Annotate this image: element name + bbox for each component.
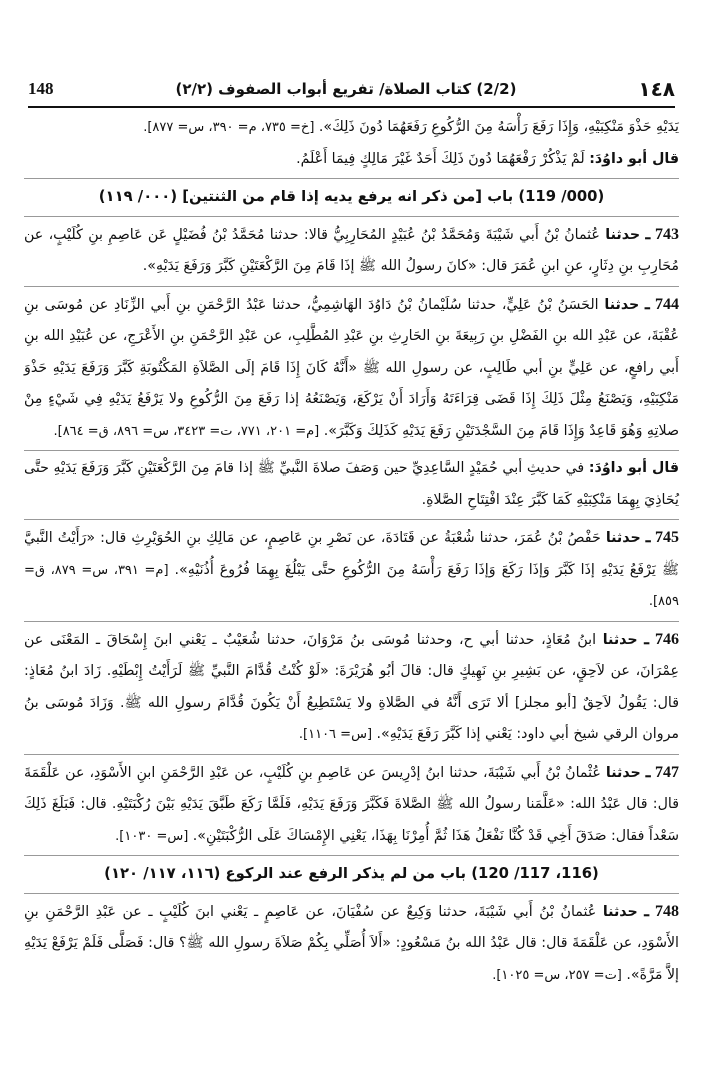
paragraph-text: يَدَيْهِ حَذْوَ مَنْكِبَيْهِ، وَإِذَا رَفَعَ رَأْسَهُ مِنَ الرُّكُوعِ رَفَعَهُمَا دُونَ ذَلِكَ».	[318, 119, 679, 135]
divider	[24, 519, 679, 520]
hadith-text: عُثمانُ بْنُ أَبي شَيْبَةَ وَمُحَمَّدُ بْنُ عُبَيْدٍ المُحَارِبِيُّ قالا: حدثنا مُحَمَّدُ بْنُ فُضَيْلٍ عَن عَاصِمِ بنِ كُلَيْبٍ، عن مُحَارِبِ بنِ دِثَارٍ، عنِ ابنِ عُمَرَ قال: «كانَ رسولُ الله ﷺ إذَا قَامَ مِنَ الرَّكْعَتَيْنِ كَبَّرَ وَرَفَعَ يَدَيْهِ».	[24, 226, 679, 274]
hadith-lead: حدثنا	[604, 296, 640, 313]
divider	[24, 893, 679, 894]
divider	[24, 178, 679, 179]
hadith-lead: حدثنا	[605, 530, 641, 546]
remark-text: في حديثِ أبي حُمَيْدٍ السَّاعِدِيِّ حين وَصَفَ صلاةَ النَّبيِّ ﷺ إذا قامَ مِنَ الرَّكْعَتَيْنِ كَبَّرَ وَرَفَعَ يَدَيْهِ حتَّى يُحَاذِيَ بِهِمَا مَنْكِبَيْهِ كَمَا كَبَّرَ عِنْدَ افْتِتَاحِ الصَّلاةِ.	[24, 460, 679, 508]
hadith-746	[24, 624, 679, 751]
hadith-744	[24, 289, 679, 448]
hadith-748	[24, 896, 679, 992]
reference: [س= ١١٠٦].	[298, 727, 373, 742]
page-body	[24, 112, 679, 1062]
divider	[24, 450, 679, 451]
hadith-text: الحَسَنُ بْنُ عَلِيٍّ، حدثنا سُلَيْمانُ بْنُ دَاوُدَ الهَاشِمِيُّ، حدثنا عَبْدُ الرَّحْمَنِ بنِ أَبي الزِّنَادِ عن مُوسَى بنِ عُقْبَةَ، عن عَبْدِ الله بنِ الفَضْلِ بنِ رَبِيعَةَ بنِ الحَارِثِ بنِ عَبْدِ المُطَّلِبِ، عن عَبْدِ الرَّحْمَنِ بنِ الأَعْرَجِ، عن عُبَيْدِ الله بنِ أَبي رافعٍ، عن عَلِيٍّ بنِ أبي طَالِبٍ، عن رسولِ الله ﷺ «أَنَّهُ كَانَ إِذَا قَامَ إلَى الصَّلاَةِ المَكْتُوبَةِ كَبَّرَ وَرَفَعَ يَدَيْهِ حَذْوَ مَنْكِبَيْهِ، وَيَصْنَعُ مِثْلَ ذَلِكَ إِذَا قَضَى قِرَاءَتَهُ وَأَرَادَ أَنْ يَرْكَعَ، وَيَصْنَعُهُ إذا رَفَعَ مِنَ الرُّكُوعِ ولا يَرْفَعُ يَدَيْهِ فِي شَيْءٍ مِنْ صلاتِهِ وَهُوَ قَاعِدٌ وَإِذَا قَامَ مِنَ السَّجْدَتَيْنِ رَفَعَ يَدَيْهِ كَذَلِكَ وَكَبَّرَ».	[24, 296, 679, 439]
divider	[24, 216, 679, 217]
divider	[24, 286, 679, 287]
reference: [خ= ٧٣٥، م= ٣٩٠، س= ٨٧٧].	[143, 120, 315, 135]
hadith-lead: حدثنا	[605, 764, 641, 781]
reference: [ت= ٢٥٧، س= ١٠٢٥].	[492, 967, 622, 983]
hadith-number: 748 ـ	[644, 902, 680, 920]
hadith-number: 747 ـ	[645, 763, 679, 781]
header-rule	[28, 106, 675, 108]
hadith-lead: حدثنا	[605, 226, 641, 243]
page-number-arabic: ١٤٨	[638, 77, 675, 101]
hadith-747	[24, 757, 679, 853]
continuation-paragraph	[24, 112, 679, 144]
hadith-text: عُثمانُ بْنُ أَبي شَيْبَةَ، حدثنا وَكِيعٌ عن سُفْيَانَ، عن عَاصِمٍ ـ يَعْني ابنَ كُلَيْبٍ ـ عن عَبْدِ الرَّحْمَنِ بنِ الأَسْوَدِ، عن عَلْقَمَةَ قال: قال عَبْدُ الله بنُ مَسْعُودٍ: «أَلاَ أُصَلِّي بِكُمْ صَلاَةَ رسولِ الله ﷺ؟ قال: فَصَلَّى فَلَمْ يَرْفَعْ يَدَيْهِ إلاَّ مَرَّةً».	[24, 903, 679, 983]
hadith-number: 744 ـ	[645, 295, 679, 313]
remark-label: قال أبو داوُدَ:	[589, 150, 679, 167]
hadith-number: 743 ـ	[645, 225, 679, 243]
hadith-745	[24, 522, 679, 618]
hadith-text: عُثْمانُ بْنُ أَبي شَيْبَةَ، حدثنا ابنُ إدْرِيسَ عن عَاصِمِ بنِ كُلَيْبٍ، عن عَبْدِ الرَّحْمَنِ ابنِ الأَسْوَدِ، عن عَلْقَمَةَ قال: قال عَبْدُ الله: «عَلَّمَنا رسولُ الله ﷺ الصَّلاةَ فَكَبَّرَ وَرَفَعَ يَدَيْهِ، فَلَمَّا رَكَعَ طَبَّقَ يَدَيْهِ بَيْنَ رُكْبَتَيْهِ. قال: فَبَلَغَ ذَلِكَ سَعْداً فقال: صَدَقَ أَخِي قَدْ كُنَّا نَفْعَلُ هَذَا ثُمَّ أُمِرْنَا بِهَذَا، يَعْنِي الإِمْسَاكَ عَلَى الرُّكْبَتَيْنِ».	[24, 764, 679, 844]
page-header	[28, 74, 675, 104]
abu-dawud-remark	[24, 453, 679, 516]
chapter-heading: (000/ 119) باب [من ذكر انه يرفع يديه إذا قام من الثنتين] (٠٠٠/ ١١٩)	[98, 188, 605, 205]
abu-dawud-remark	[24, 144, 679, 176]
page-number-latin: 148	[28, 79, 54, 98]
divider	[24, 855, 679, 856]
hadith-number: 745 ـ	[645, 529, 679, 546]
hadith-text: حَفْصُ بْنُ عُمَرَ، حدثنا شُعْبَةُ عن قَتَادَةَ، عن نَصْرِ بنِ عَاصِمٍ، عن مَالِكِ بنِ الحُوَيْرِثِ قال: «رَأَيْتُ النَّبيَّ ﷺ يَرْفَعُ يَدَيْهِ إذَا كَبَّرَ وَإذَا رَكَعَ وَإذَا رَفَعَ رَأْسَهُ مِنَ الرُّكُوعِ حتَّى يَبْلُغَ بِهِمَا فُرُوعَ أُذُنَيْهِ».	[24, 530, 679, 578]
hadith-number: 746 ـ	[644, 630, 680, 648]
reference: [س= ١٠٣٠].	[115, 828, 189, 844]
reference: [م= ٣٩١، س= ٨٧٩، ق= ٨٥٩].	[24, 562, 679, 609]
divider	[24, 754, 679, 755]
hadith-text: ابنُ مُعَاذٍ، حدثنا أبي ح، وحدثنا مُوسَى بنُ مَرْوَانَ، حدثنا شُعَيْبٌ ـ يَعْني ابنَ إِسْحَاقَ ـ المَعْنَى عن عِمْرَانَ، عن لاَحِقٍ، عن بَشِيرِ بنِ نَهِيكٍ قال: قالَ أبُو هُرَيْرَةَ: «لَوْ كُنْتُ قُدَّامَ النَّبيِّ ﷺ لَرَأَيْتُ إِبْطَيْهِ. زَادَ ابنُ مُعَاذٍ: قال: يَقُولُ لاَحِقٌ [أبو مجلز] ألا تَرَى أَنَّهُ في الصَّلاةِ ولا يَسْتَطِيعُ أَنْ يَكُونَ قُدَّامَ رسولِ الله ﷺ. وَزَادَ مُوسَى بنُ مروان الرقي شيخ أبي داود: يَعْني إذا كَبَّرَ رَفَعَ يَدَيْهِ».	[24, 631, 679, 742]
remark-text: لَمْ يَذْكُرْ رَفْعَهُمَا دُونَ ذَلِكَ أَحَدٌ غَيْرَ مَالِكٍ فِيمَا أَعْلَمُ.	[296, 150, 585, 167]
running-title: (2/2) كتاب الصلاة/ تفريع أبواب الصفوف (٢/٢)	[175, 80, 517, 98]
chapter-heading: (116، 117/ 120) باب من لم يذكر الرفع عند الركوع (١١٦، ١١٧/ ١٢٠)	[104, 865, 599, 882]
hadith-lead: حدثنا	[602, 631, 638, 648]
hadith-743	[24, 219, 679, 283]
divider	[24, 621, 679, 622]
reference: [م= ٢٠١، ٧٧١، ت= ٣٤٢٣، س= ٨٩٦، ق= ٨٦٤].	[53, 423, 320, 439]
hadith-lead: حدثنا	[602, 903, 638, 920]
remark-label: قال أبو داوُدَ:	[588, 460, 679, 476]
